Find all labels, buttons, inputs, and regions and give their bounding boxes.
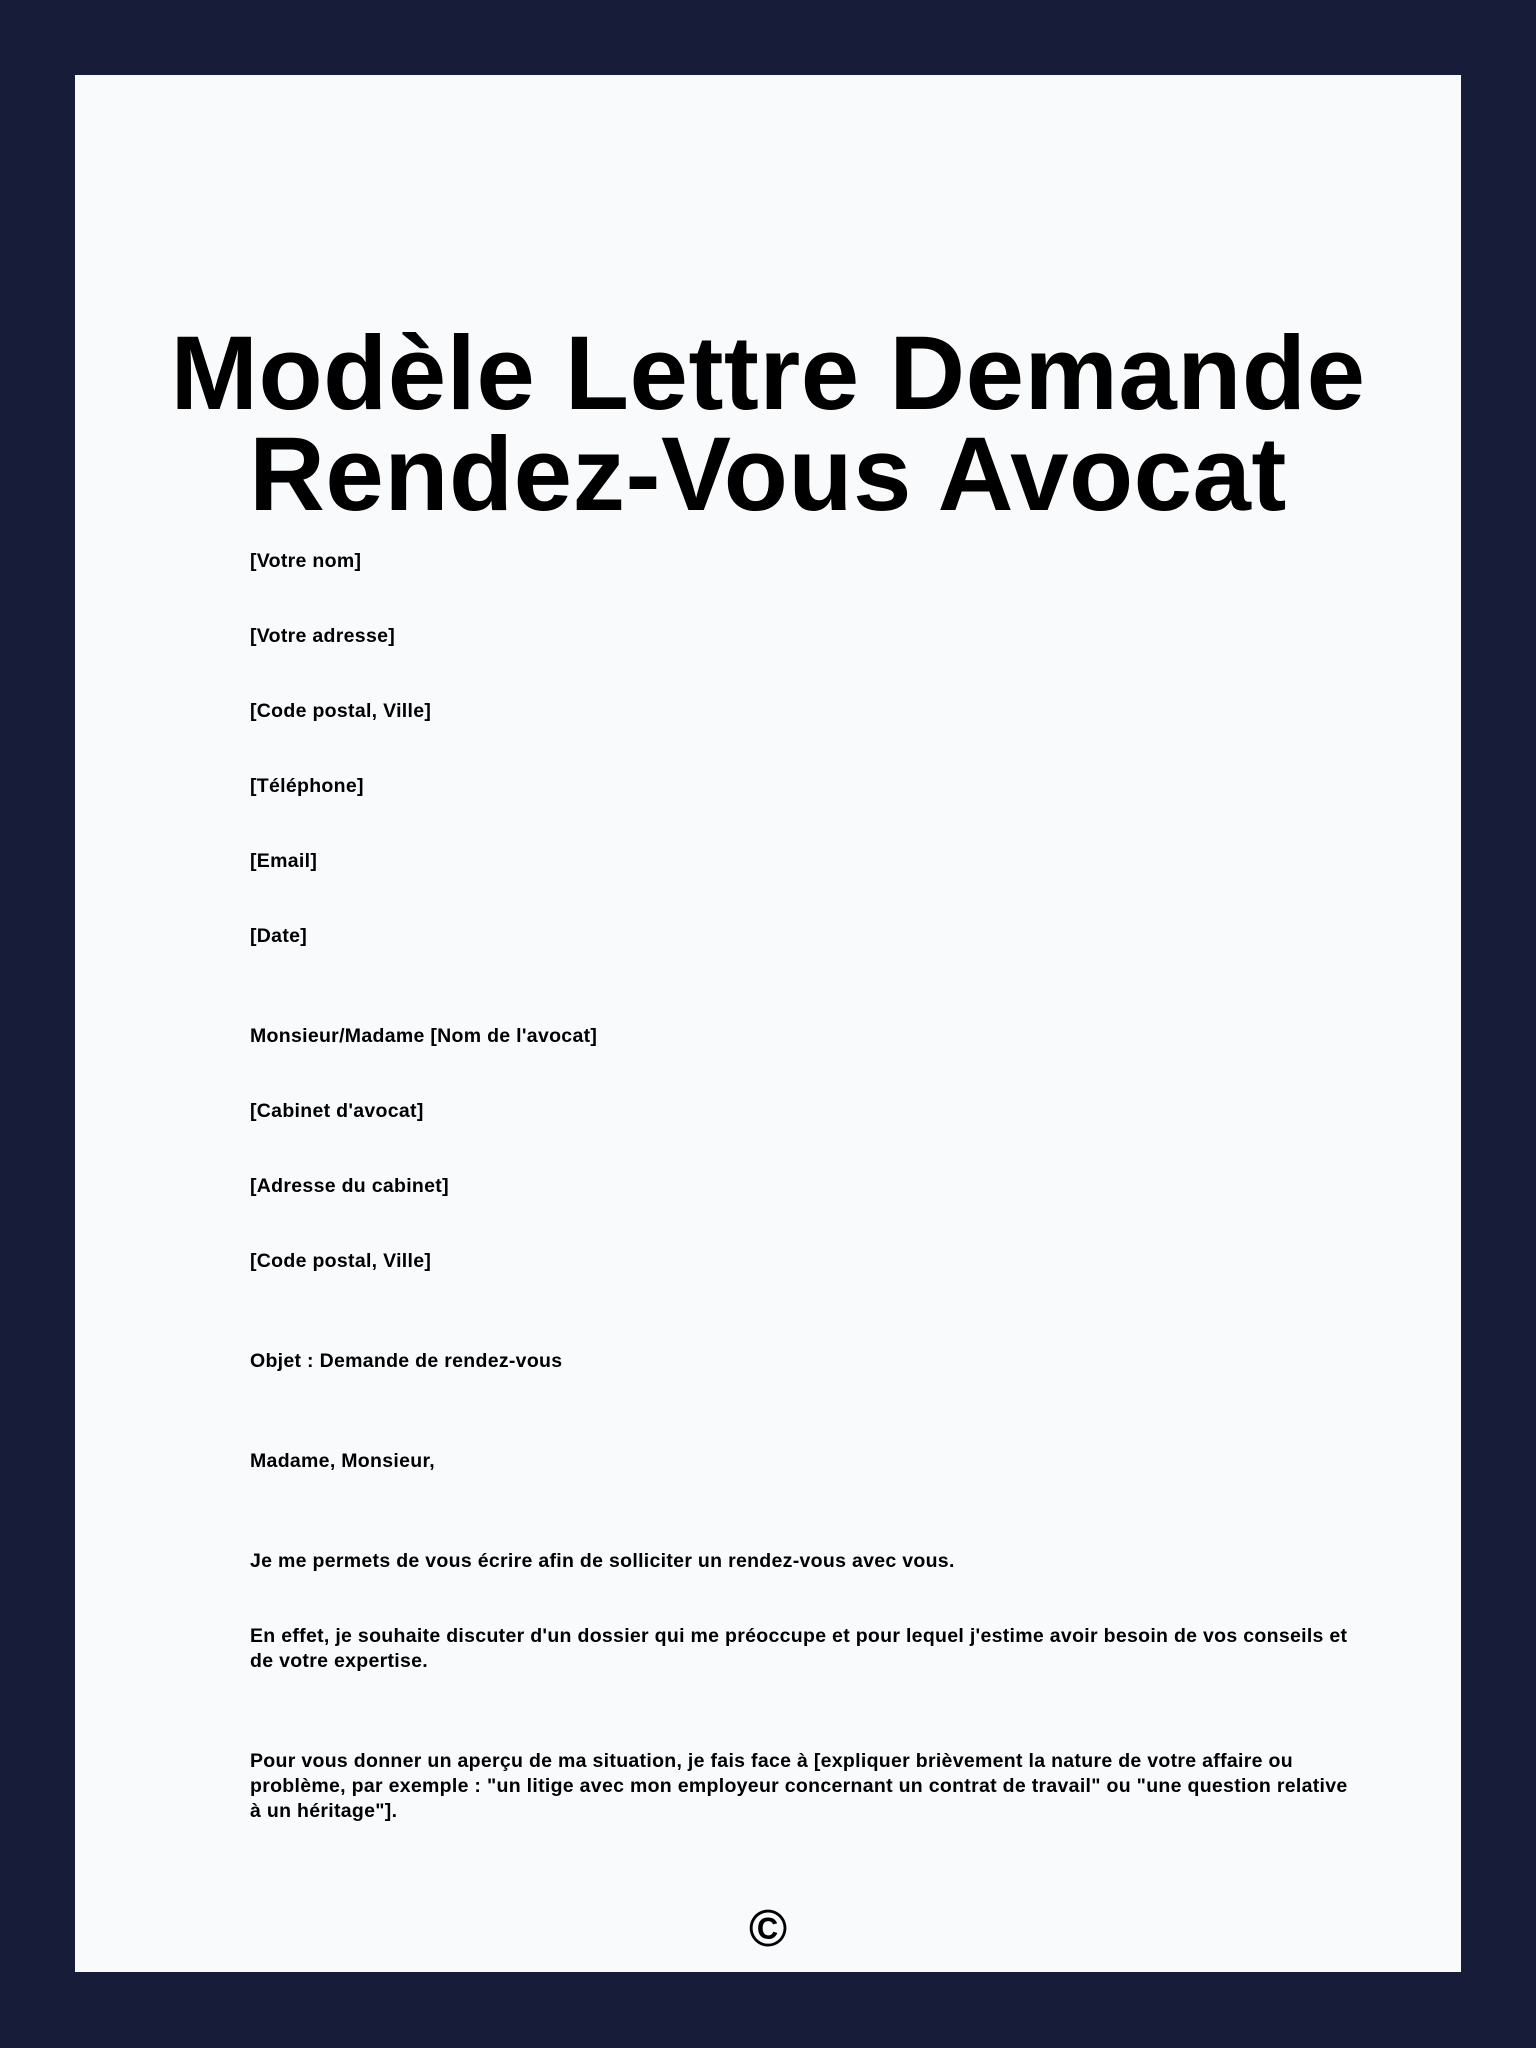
letter-date: [Date] — [250, 925, 308, 947]
recipient-address: [Adresse du cabinet] — [250, 1175, 449, 1197]
page-title: Modèle Lettre Demande Rendez-Vous Avocat — [170, 315, 1366, 533]
recipient-name: Monsieur/Madame [Nom de l'avocat] — [250, 1025, 598, 1047]
sender-email: [Email] — [250, 850, 318, 872]
sender-phone: [Téléphone] — [250, 775, 364, 797]
copyright-icon: © — [748, 1900, 788, 1958]
sender-name: [Votre nom] — [250, 550, 362, 572]
body-paragraph: Je me permets de vous écrire afin de solliciter un rendez-vous avec vous. — [250, 1550, 955, 1572]
letter-page — [75, 75, 1461, 1972]
body-paragraph: En effet, je souhaite discuter d'un dossier qui me préoccupe et pour lequel j'estime avoir besoin de vos conseils et de votre expertise. — [250, 1625, 1348, 1672]
sender-address: [Votre adresse] — [250, 625, 396, 647]
letter-subject: Objet : Demande de rendez-vous — [250, 1350, 563, 1372]
recipient-city: [Code postal, Ville] — [250, 1250, 432, 1272]
recipient-firm: [Cabinet d'avocat] — [250, 1100, 424, 1122]
sender-city: [Code postal, Ville] — [250, 700, 432, 722]
letter-salutation: Madame, Monsieur, — [250, 1450, 435, 1472]
body-paragraph: Pour vous donner un aperçu de ma situation, je fais face à [expliquer brièvement la nature de votre affaire ou problème, par exemple : "un litige avec mon employeur concernant un contrat de travail" ou "une question relative à un héritage"]. — [250, 1750, 1348, 1822]
